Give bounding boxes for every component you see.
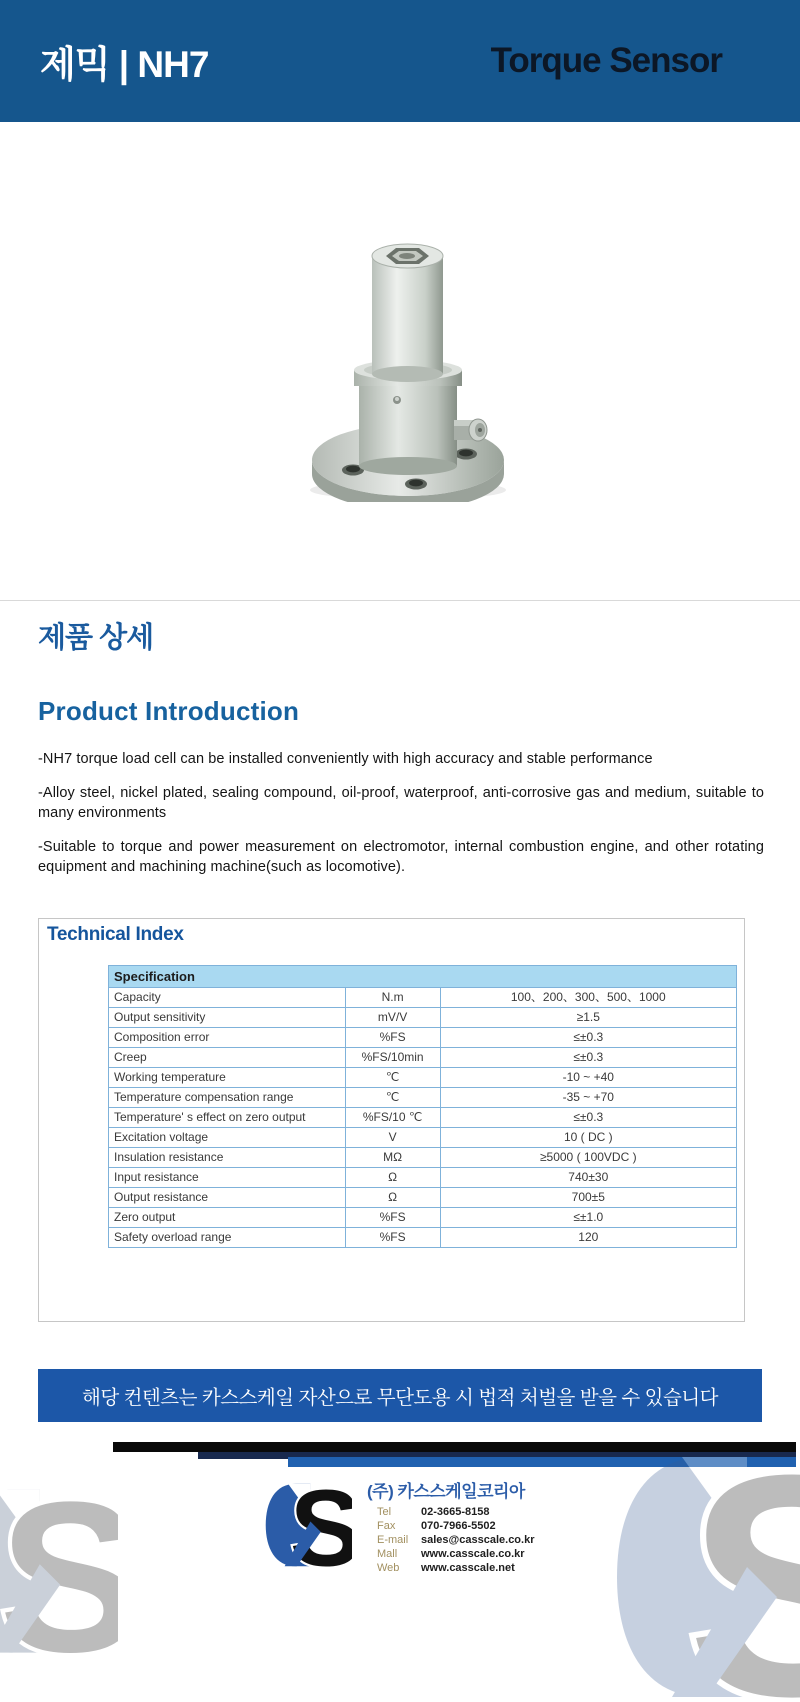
- spec-label: Safety overload range: [109, 1228, 346, 1248]
- spec-table-row: [109, 1048, 737, 1068]
- intro-paragraph: -Suitable to torque and power measurement on electromotor, internal combustion engine, and other rotating equipment and machining machine(such as locomotive).: [38, 839, 764, 875]
- spec-table-header-row: [109, 966, 737, 988]
- spec-unit: %FS: [345, 1208, 440, 1228]
- spec-unit: ℃: [345, 1068, 440, 1088]
- spec-unit: %FS/10 ℃: [345, 1108, 440, 1128]
- spec-label: Temperature compensation range: [109, 1088, 346, 1108]
- contact-label: Fax: [377, 1520, 396, 1532]
- spec-table-row: [109, 1228, 737, 1248]
- contact-value: 070-7966-5502: [421, 1520, 496, 1532]
- contact-row: [377, 1562, 534, 1575]
- spec-label: Input resistance: [109, 1168, 346, 1188]
- contact-value: www.casscale.net: [421, 1562, 515, 1574]
- contact-row: [377, 1520, 534, 1533]
- spec-unit: V: [345, 1128, 440, 1148]
- detail-section-title: 제품 상세: [38, 622, 154, 654]
- product-title: Torque Sensor: [490, 41, 722, 80]
- spec-value: 10 ( DC ): [440, 1128, 736, 1148]
- spec-table-row: [109, 1008, 737, 1028]
- spec-value: 120: [440, 1228, 736, 1248]
- spec-unit: %FS: [345, 1228, 440, 1248]
- spec-table-row: [109, 1028, 737, 1048]
- spec-unit: %FS/10min: [345, 1048, 440, 1068]
- spec-unit: N.m: [345, 988, 440, 1008]
- spec-value: ≥5000 ( 100VDC ): [440, 1148, 736, 1168]
- spec-unit: mV/V: [345, 1008, 440, 1028]
- contact-list: [377, 1506, 534, 1576]
- spec-value: 700±5: [440, 1188, 736, 1208]
- spec-table-row: [109, 1168, 737, 1188]
- spec-table-row: [109, 1128, 737, 1148]
- spec-unit: Ω: [345, 1168, 440, 1188]
- spec-value: ≤±0.3: [440, 1028, 736, 1048]
- page-header: [0, 0, 800, 122]
- spec-unit: Ω: [345, 1188, 440, 1208]
- copyright-notice-banner: [38, 1369, 762, 1422]
- spec-label: Creep: [109, 1048, 346, 1068]
- contact-label: E-mail: [377, 1534, 409, 1546]
- spec-label: Composition error: [109, 1028, 346, 1048]
- spec-value: ≤±1.0: [440, 1208, 736, 1228]
- contact-row: [377, 1506, 534, 1519]
- spec-value: -10 ~ +40: [440, 1068, 736, 1088]
- spec-table-header: Specification: [109, 966, 737, 988]
- spec-table-row: [109, 1208, 737, 1228]
- spec-table-row: [109, 1068, 737, 1088]
- technical-index-box: [38, 918, 745, 1322]
- spec-unit: %FS: [345, 1028, 440, 1048]
- brand-title: 제믹 | NH7: [40, 44, 209, 85]
- spec-label: Excitation voltage: [109, 1128, 346, 1148]
- spec-value: 740±30: [440, 1168, 736, 1188]
- contact-row: [377, 1548, 534, 1561]
- technical-index-title: Technical Index: [47, 924, 184, 945]
- watermark-logo-left: [0, 1486, 118, 1656]
- spec-label: Output sensitivity: [109, 1008, 346, 1028]
- spec-unit: MΩ: [345, 1148, 440, 1168]
- spec-label: Capacity: [109, 988, 346, 1008]
- decorative-stripe-black: [113, 1442, 796, 1452]
- contact-label: Web: [377, 1562, 400, 1574]
- spec-value: 100、200、300、500、1000: [440, 988, 736, 1008]
- product-photo: [296, 228, 520, 502]
- contact-label: Mall: [377, 1548, 398, 1560]
- spec-table-row: [109, 1088, 737, 1108]
- spec-label: Output resistance: [109, 1188, 346, 1208]
- spec-table-row: [109, 1148, 737, 1168]
- contact-value: www.casscale.co.kr: [421, 1548, 525, 1560]
- spec-label: Temperature' s effect on zero output: [109, 1108, 346, 1128]
- intro-paragraphs: [38, 750, 764, 892]
- spec-label: Insulation resistance: [109, 1148, 346, 1168]
- spec-table-row: [109, 1108, 737, 1128]
- contact-row: [377, 1534, 534, 1547]
- contact-value: sales@casscale.co.kr: [421, 1534, 535, 1546]
- company-name: (주) 카스스케일코리아: [367, 1482, 525, 1501]
- intro-paragraph: -NH7 torque load cell can be installed conveniently with high accuracy and stable performance: [38, 751, 653, 767]
- intro-section-title: Product Introduction: [38, 696, 300, 726]
- cs-company-logo: [262, 1482, 352, 1568]
- copyright-notice-text: 해당 컨텐츠는 카스스케일 자산으로 무단도용 시 법적 처벌을 받을 수 있습니다: [82, 1386, 718, 1409]
- spec-label: Working temperature: [109, 1068, 346, 1088]
- contact-label: Tel: [377, 1506, 392, 1518]
- watermark-logo-right: [612, 1452, 800, 1702]
- section-divider: [0, 600, 800, 601]
- spec-unit: ℃: [345, 1088, 440, 1108]
- spec-value: -35 ~ +70: [440, 1088, 736, 1108]
- specification-table: [108, 965, 737, 1248]
- intro-paragraph: -Alloy steel, nickel plated, sealing compound, oil-proof, waterproof, anti-corrosive gas and medium, suitable to many environments: [38, 785, 764, 821]
- spec-table-row: [109, 988, 737, 1008]
- torque-sensor-image: [296, 228, 520, 502]
- spec-value: ≤±0.3: [440, 1108, 736, 1128]
- spec-table-row: [109, 1188, 737, 1208]
- spec-value: ≥1.5: [440, 1008, 736, 1028]
- spec-label: Zero output: [109, 1208, 346, 1228]
- contact-value: 02-3665-8158: [421, 1506, 490, 1518]
- spec-value: ≤±0.3: [440, 1048, 736, 1068]
